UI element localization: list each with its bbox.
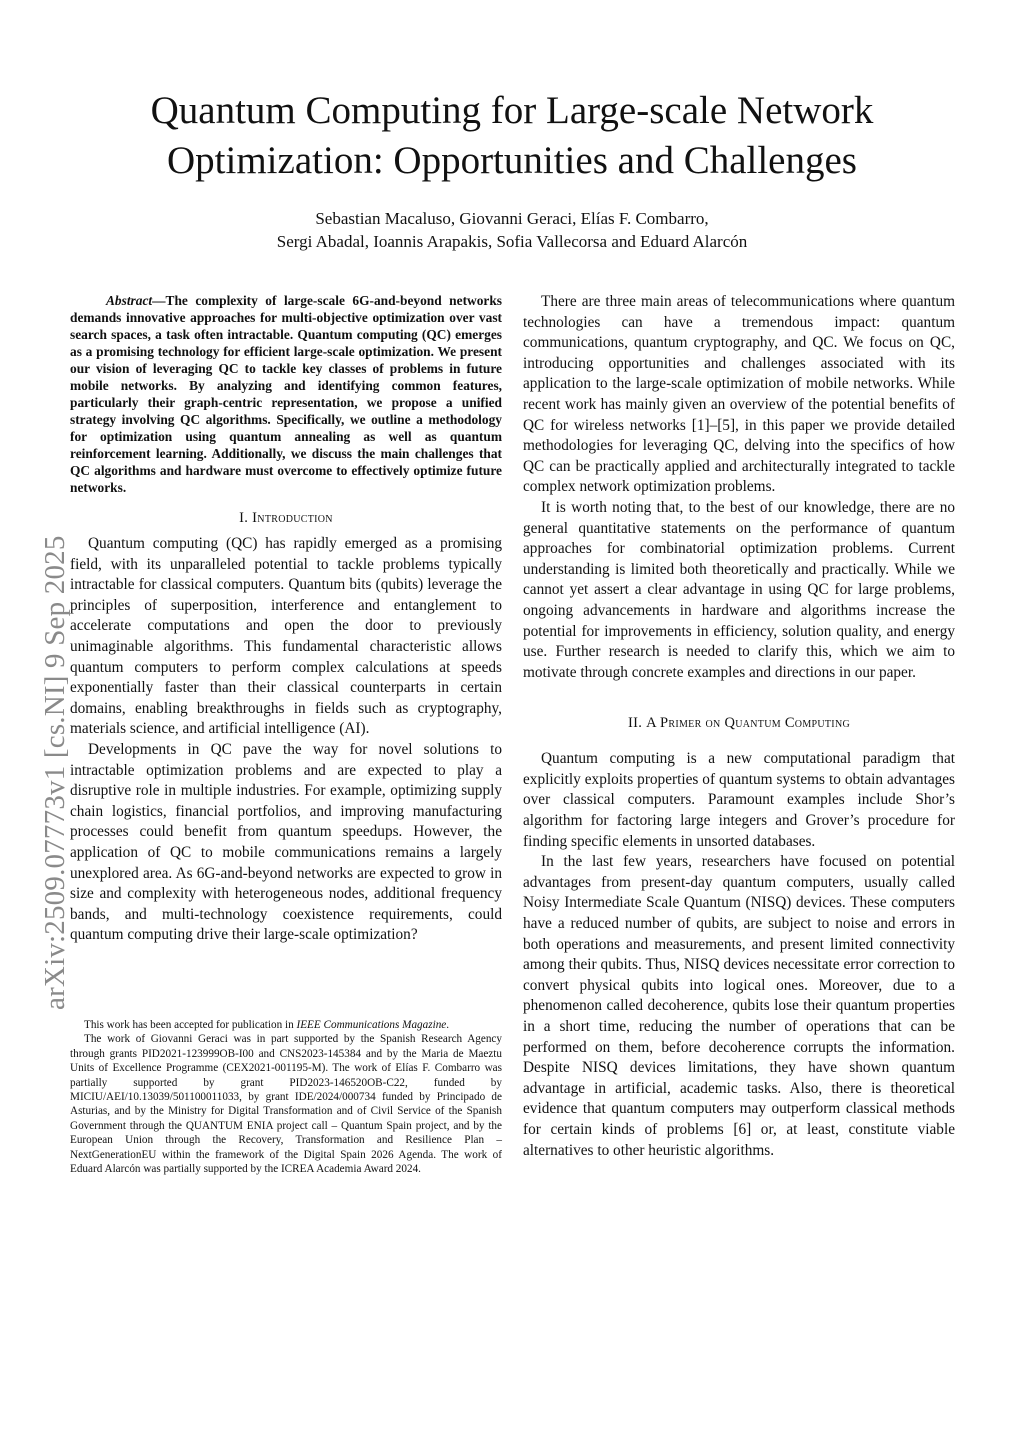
section-heading-primer [523, 713, 955, 733]
intro-paragraph-1: Quantum computing (QC) has rapidly emerged as a promising field, with its unparalleled potential to tackle problems typically intractable for classical computers. Quantum bits (qubits) leverage the principles of superposition, interference and entanglement to accelerate computations and open the door to previously unimaginable algorithms. This fundamental characteristic allows quantum computers to perform complex calculations at speeds exponentially faster than their classical counterparts in certain domains, enabling breakthroughs in fields such as cryptography, materials science, and artificial intelligence (AI). [70, 535, 502, 738]
author-list [80, 207, 944, 253]
footnote-acceptance-suffix: . [446, 1019, 450, 1031]
abstract [70, 292, 502, 496]
footnotes [70, 1018, 502, 1176]
authors-line-2: Sergi Abadal, Ioannis Arapakis, Sofia Vallecorsa and Eduard Alarcón [276, 232, 748, 251]
footnote-acceptance [70, 1018, 502, 1032]
section-heading-introduction [70, 508, 502, 528]
right-column [523, 292, 955, 1161]
footnote-venue: IEEE Communications Magazine [296, 1019, 447, 1031]
left-column [70, 292, 502, 946]
abstract-text: —The complexity of large-scale 6G-and-beyond networks demands innovative approaches for multi-objective optimization over vast search spaces, a task often intractable. Quantum computing (QC) emerges as a promising technology for efficient large-scale optimization. We present our vision of leveraging QC to tackle key classes of problems in future mobile networks. By analyzing and identifying common features, particularly their graph-centric representation, we propose a unified strategy involving QC algorithms. Specifically, we outline a methodology for optimization using quantum annealing as well as quantum reinforcement learning. Additionally, we discuss the main challenges that QC algorithms and hardware must overcome to effectively optimize future networks. [70, 293, 502, 495]
section-title: Introduction [252, 510, 333, 526]
paper-title [80, 86, 944, 186]
section-number: I. [239, 510, 249, 526]
footnote-acceptance-prefix: This work has been accepted for publication in [84, 1019, 297, 1031]
authors-line-1: Sebastian Macaluso, Giovanni Geraci, Elías F. Combarro, [315, 209, 709, 228]
section-title: A Primer on Quantum Computing [646, 715, 850, 732]
primer-paragraph-2: In the last few years, researchers have focused on potential advantages from present-day quantum computers, usually called Noisy Intermediate Scale Quantum (NISQ) devices. These computers have a reduced number of qubits, are subject to noise and errors in both operations and measurements, and present limited connectivity among their qubits. Thus, NISQ devices necessitate error correction to convert physical qubits into logical ones. Moreover, due to a phenomenon called decoherence, qubits lose their quantum properties in a short time, reducing the number of operations that can be performed on them, before decoherence corrupts the information. Despite NISQ devices limitations, they have shown quantum advantage in artificial, academic tasks. Also, there is theoretical evidence that quantum computers may outperform classical methods for certain kinds of problems [6] or, at least, constitute viable alternatives to other heuristic algorithms. [523, 853, 955, 1159]
right-paragraph-1: There are three main areas of telecommunications where quantum technologies can have a tremendous impact: quantum communications, quantum cryptography, and QC. We focus on QC, introducing opportunities and challenges associated with its application to the large-scale optimization of mobile networks. While recent work has mainly given an overview of the potential benefits of QC for wireless networks [1]–[5], in this paper we provide detailed methodologies for leveraging QC, delving into the specifics of how QC can be practically applied and architecturally integrated to tackle complex network optimization problems. [523, 293, 955, 496]
primer-paragraph-1: Quantum computing is a new computational paradigm that explicitly exploits properties of quantum systems to obtain advantages over classical computers. Paramount examples include Shor’s algorithm for factoring large integers and Grover’s procedure for finding specific elements in unsorted databases. [523, 750, 955, 850]
right-paragraph-2: It is worth noting that, to the best of our knowledge, there are no general quantitative statements on the performance of quantum approaches for combinatorial optimization problems. Current understanding is limited both theoretically and practically. While we cannot yet assert a clear advantage in using QC for large problems, ongoing advancements in hardware and algorithms increase the potential for improvements in efficiency, solution quality, and energy use. Further research is needed to clarify this, which we aim to motivate through concrete examples and directions in our paper. [523, 498, 955, 681]
arxiv-stamp: arXiv:2509.07773v1 [cs.NI] 9 Sep 2025 [39, 535, 71, 1010]
footnote-funding: The work of Giovanni Geraci was in part supported by the Spanish Research Agency through grants PID2021-123999OB-I00 and CNS2023-145384 and by the Maria de Maeztu Units of Excellence Programme (CEX2021-001195-M). The work of Elías F. Combarro was partially supported by grant PID2023-146520OB-C22, funded by MICIU/AEI/10.13039/501100011033, by grant IDE/2024/000734 funded by Principado de Asturias, and by the Ministry for Digital Transformation and of Civil Service of the Spanish Government through the QUANTUM ENIA project call – Quantum Spain project, and by the European Union through the Recovery, Transformation and Resilience Plan – NextGenerationEU within the framework of the Digital Spain 2026 Agenda. The work of Eduard Alarcón was partially supported by the ICREA Academia Award 2024. [70, 1033, 502, 1176]
abstract-label: Abstract [106, 293, 153, 308]
title-line-2: Optimization: Opportunities and Challenges [167, 139, 857, 182]
title-line-1: Quantum Computing for Large-scale Network [150, 89, 874, 132]
section-number: II. [628, 715, 643, 732]
intro-paragraph-2: Developments in QC pave the way for novel solutions to intractable optimization problems and are expected to play a disruptive role in multiple industries. For example, optimizing supply chain logistics, financial portfolios, and improving manufacturing processes could benefit from quantum speedups. However, the application of QC to mobile communications remains a largely unexplored area. As 6G-and-beyond networks are expected to grow in size and complexity with heterogeneous nodes, additional frequency bands, and multi-technology coexistence requirements, could quantum computing drive their large-scale optimization? [70, 740, 502, 944]
